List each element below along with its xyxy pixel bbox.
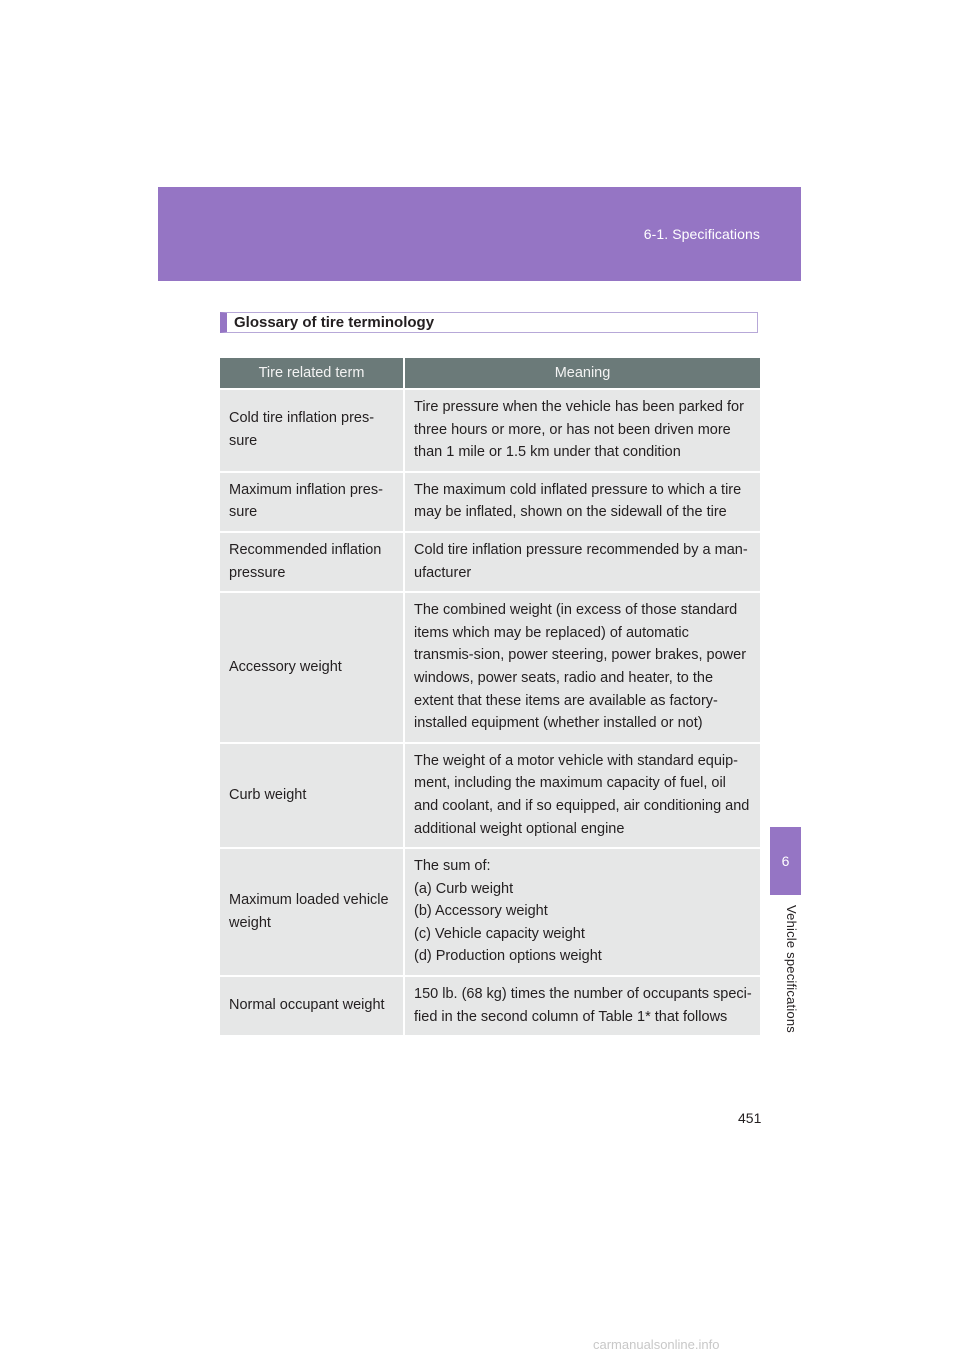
header-term: Tire related term [220,358,404,389]
meaning-cell: The sum of: (a) Curb weight (b) Accessory weight (c) Vehicle capacity weight (d) Production options weight [404,848,760,976]
page-number: 451 [738,1110,762,1126]
section-heading: 6-1. Specifications [643,226,760,242]
term-cell: Recommended inflation pressure [220,532,404,592]
table-row [220,743,760,848]
meaning-cell: The maximum cold inflated pressure to which a tire may be inflated, shown on the sidewall of the tire [404,472,760,532]
meaning-cell: Cold tire inflation pressure recommended by a man-ufacturer [404,532,760,592]
term-cell: Maximum inflation pres- sure [220,472,404,532]
term-cell: Cold tire inflation pres- sure [220,389,404,472]
header-band [158,187,801,281]
term-cell: Accessory weight [220,592,404,743]
meaning-cell: 150 lb. (68 kg) times the number of occupants speci-fied in the second column of Table 1* that follows [404,976,760,1035]
glossary-table [220,358,760,1035]
meaning-cell: The combined weight (in excess of those standard items which may be replaced) of automatic transmis-sion, power steering, power brakes, power windows, power seats, radio and heater, to the extent that these items are available as factory-installed equipment (whether installed or not) [404,592,760,743]
table-row [220,976,760,1035]
term-cell: Curb weight [220,743,404,848]
term-cell: Maximum loaded vehicle weight [220,848,404,976]
table-header-row [220,358,760,389]
table-row [220,532,760,592]
table-row [220,389,760,472]
term-cell: Normal occupant weight [220,976,404,1035]
header-meaning: Meaning [404,358,760,389]
table-row [220,848,760,976]
table-row [220,472,760,532]
chapter-label: Vehicle specifications [784,905,799,1033]
chapter-number: 6 [781,853,790,869]
table-row [220,592,760,743]
watermark: carmanualsonline.info [593,1337,720,1352]
chapter-tab [770,827,801,895]
meaning-cell: Tire pressure when the vehicle has been parked for three hours or more, or has not been driven more than 1 mile or 1.5 km under that condition [404,389,760,472]
meaning-cell: The weight of a motor vehicle with standard equip-ment, including the maximum capacity of fuel, oil and coolant, and if so equipped, air conditioning and additional weight optional engine [404,743,760,848]
section-title: Glossary of tire terminology [220,312,758,333]
